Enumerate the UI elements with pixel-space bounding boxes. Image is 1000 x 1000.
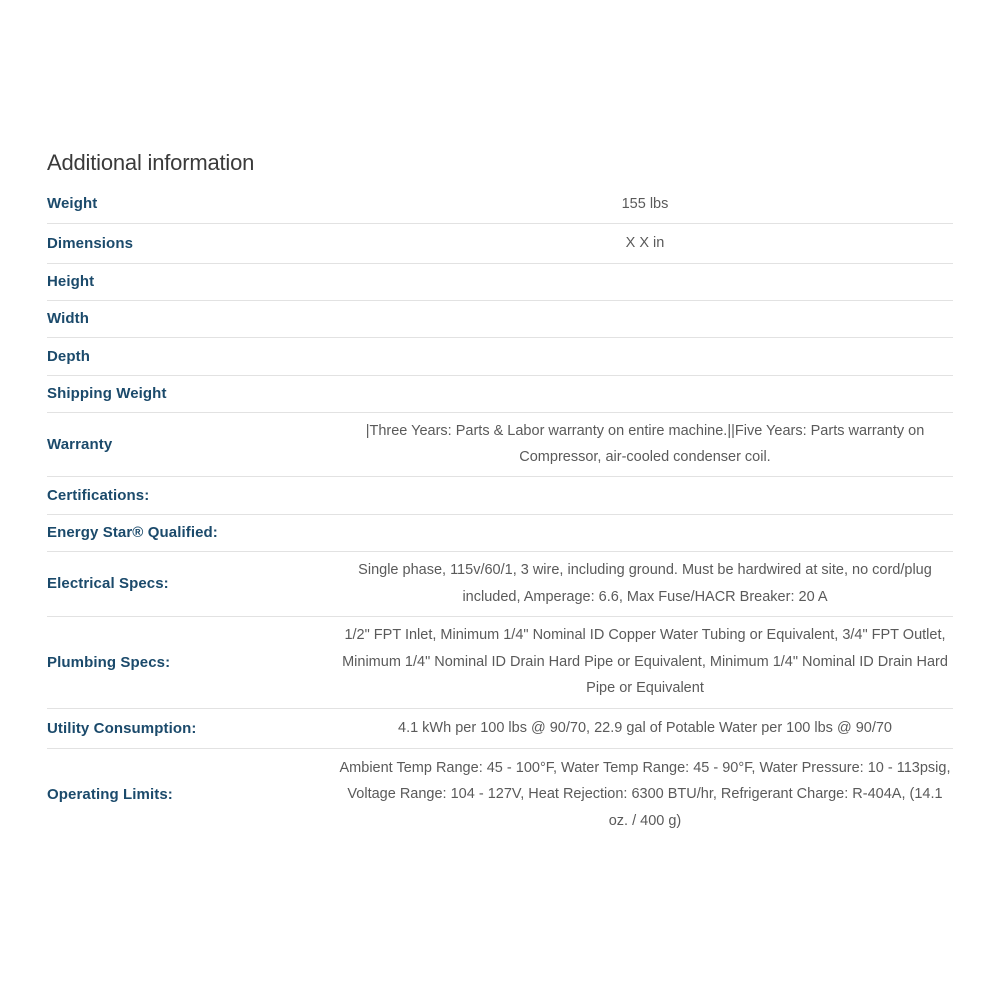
attribute-label: Certifications: [47,486,150,504]
attribute-label: Utility Consumption: [47,719,197,737]
attribute-value [337,263,953,300]
attribute-label: Dimensions [47,234,134,252]
attribute-row-energy-star [47,514,953,551]
attribute-row-certifications [47,476,953,514]
additional-information-section [47,148,953,840]
attribute-label: Plumbing Specs: [47,653,171,671]
attribute-label: Energy Star® Qualified: [47,524,218,541]
attribute-value: |Three Years: Parts & Labor warranty on entire machine.||Five Years: Parts warranty on Compressor, air-cooled condenser coil. [365,422,925,465]
attribute-value [337,476,953,514]
attribute-label: Height [47,273,95,290]
attribute-value: 155 lbs [621,195,669,212]
attribute-value [337,375,953,412]
section-title: Additional information [47,150,255,175]
attribute-label: Depth [47,347,90,365]
attribute-row-height [47,263,953,300]
attribute-row-shipping-weight [47,375,953,412]
attribute-label: Warranty [47,435,113,453]
attribute-label: Operating Limits: [47,785,173,803]
attribute-row-warranty [47,412,953,476]
attribute-value: 4.1 kWh per 100 lbs @ 90/70, 22.9 gal of Potable Water per 100 lbs @ 90/70 [398,719,892,736]
attribute-row-utility-consumption [47,708,953,748]
attribute-row-plumbing-specs [47,616,953,708]
attribute-label: Electrical Specs: [47,575,169,592]
attribute-row-operating-limits [47,748,953,840]
attribute-value: Ambient Temp Range: 45 - 100°F, Water Temp Range: 45 - 90°F, Water Pressure: 10 - 113psig, Voltage Range: 104 - 127V, Heat Rejection: 6300 BTU/hr, Refrigerant Charge: R-404A, (14.1 oz. / 400 g) [339,759,951,829]
attribute-value [337,300,953,337]
attribute-row-weight [47,185,953,223]
attribute-row-dimensions [47,223,953,263]
attribute-value: 1/2" FPT Inlet, Minimum 1/4" Nominal ID Copper Water Tubing or Equivalent, 3/4" FPT Outlet, Minimum 1/4" Nominal ID Drain Hard Pipe or Equivalent, Minimum 1/4" Nominal ID Drain Hard Pipe or Equivalent [342,627,948,697]
attribute-row-depth [47,337,953,375]
attribute-value: Single phase, 115v/60/1, 3 wire, including ground. Must be hardwired at site, no cord/plug included, Amperage: 6.6, Max Fuse/HACR Breaker: 20 A [358,562,932,605]
attribute-value [337,514,953,551]
attribute-row-electrical-specs [47,551,953,616]
attribute-row-width [47,300,953,337]
attribute-label: Width [47,310,90,327]
attribute-label: Shipping Weight [47,385,167,402]
attributes-table [47,185,953,840]
attribute-label: Weight [47,195,98,213]
attribute-value: X X in [625,234,665,251]
attribute-value [337,337,953,375]
